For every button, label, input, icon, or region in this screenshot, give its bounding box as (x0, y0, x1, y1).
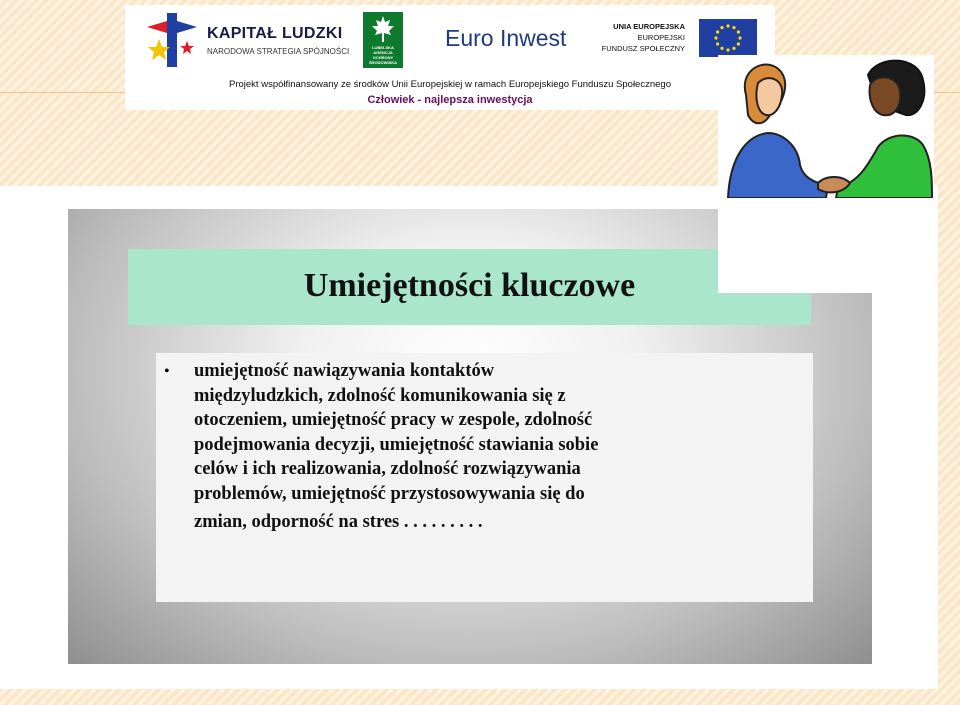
kapital-ludzki-logo (143, 13, 353, 73)
content-box (156, 353, 813, 602)
lubelska-logo-text: LUBELSKA AGENCJA OCHRONY ŚRODOWISKA (369, 45, 397, 65)
handshake-clipart (718, 55, 934, 293)
project-funding-text: Projekt współfinansowany ze środków Unii Europejskiej w ramach Europejskiego Funduszu Społecznego (229, 79, 671, 90)
euro-inwest-logo: Euro Inwest (445, 25, 567, 51)
content-line: międzyludzkich, zdolność komunikowania się z (194, 385, 566, 406)
content-line: zmian, odporność na stres . . . . . . . . . (194, 512, 483, 532)
unia-europejska-text (602, 21, 685, 54)
handshake-women-clipart (718, 55, 934, 198)
content-line: otoczeniem, umiejętność pracy w zespole, zdolność (194, 410, 593, 430)
lubelska-agencja-logo (363, 12, 403, 68)
content-line: podejmowania decyzji, umiejętność stawiania sobie (194, 434, 599, 455)
maple-leaf-logo-icon (371, 16, 395, 42)
content-line: umiejętność nawiązywania kontaktów (194, 361, 495, 381)
bullet-point: • (164, 363, 170, 380)
kapital-ludzki-title: KAPITAŁ LUDZKI (207, 25, 343, 42)
ue-line-3: FUNDUSZ SPOŁECZNY (601, 44, 685, 53)
ue-line-1: UNIA EUROPEJSKA (613, 22, 685, 31)
content-text (194, 359, 794, 535)
slide-title: Umiejętności kluczowe (303, 267, 636, 304)
content-line: celów i ich realizowania, zdolność rozwiązywania (194, 459, 581, 479)
star-flag-logo-icon (143, 13, 197, 67)
header-logo-strip (125, 5, 775, 110)
kapital-ludzki-subtitle: NARODOWA STRATEGIA SPÓJNOŚCI (207, 47, 350, 56)
ue-line-2: EUROPEJSKI (637, 33, 685, 42)
eu-flag-icon (699, 19, 757, 57)
slogan-text: Człowiek - najlepsza inwestycja (367, 94, 533, 106)
unia-europejska-logo (597, 19, 757, 59)
title-box (128, 249, 811, 325)
content-line: problemów, umiejętność przystosowywania się do (194, 483, 585, 504)
